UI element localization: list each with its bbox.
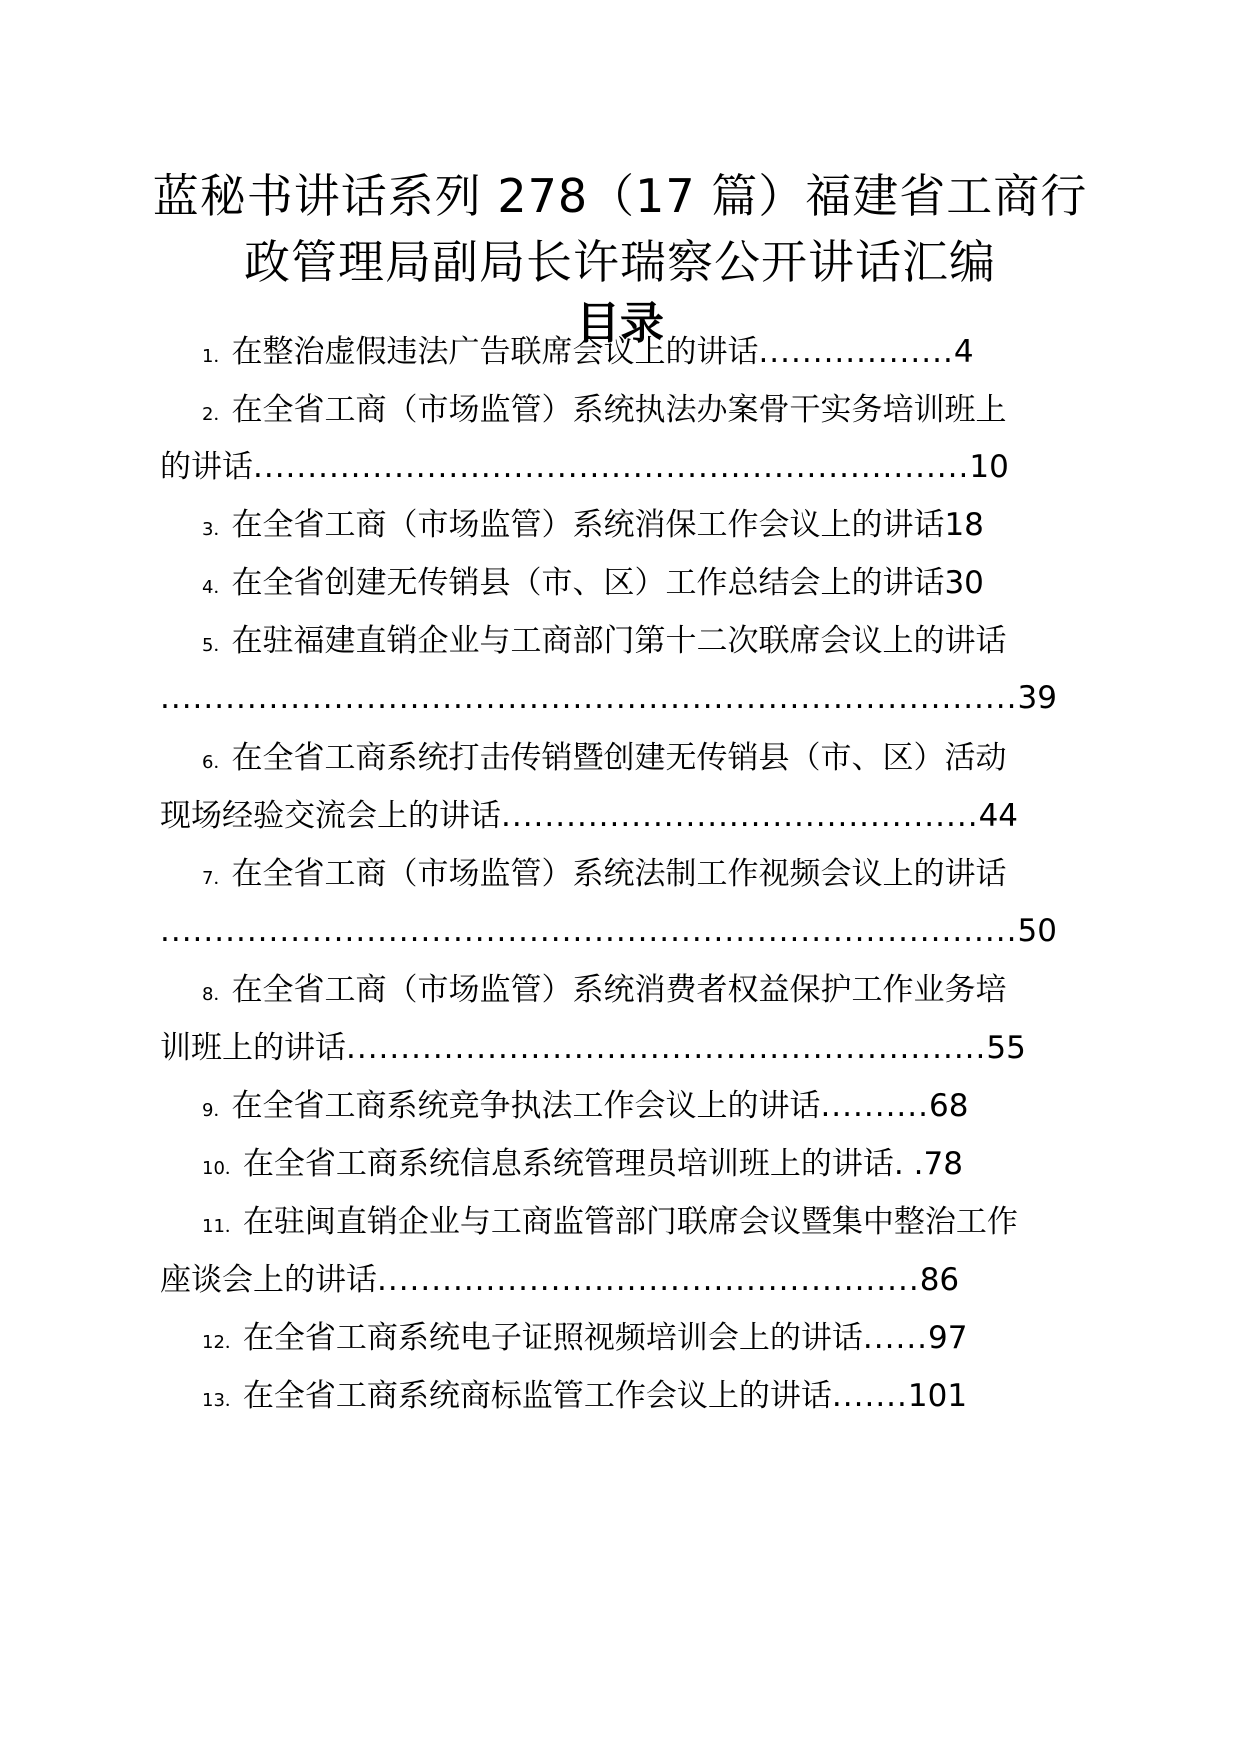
toc-entry-7-continued[interactable] bbox=[160, 909, 1057, 953]
toc-entry-number: 8． bbox=[202, 984, 232, 1005]
toc-entry-number: 10． bbox=[202, 1158, 243, 1179]
toc-entry-title: 在全省工商系统信息系统管理员培训班上的讲话. . bbox=[242, 1146, 924, 1182]
toc-entry-6-continued[interactable] bbox=[160, 794, 1018, 838]
toc-entry-4[interactable] bbox=[202, 561, 984, 610]
toc-entry-page: 55 bbox=[986, 1030, 1026, 1066]
toc-entry-page: 39 bbox=[1017, 680, 1057, 716]
toc-entry-number: 4． bbox=[202, 577, 232, 598]
toc-entry-number: 2． bbox=[202, 404, 232, 425]
toc-heading: 目录 bbox=[576, 298, 664, 349]
toc-leader-dots: ........................................................... bbox=[346, 1030, 987, 1066]
toc-leader-dots: ............................................ bbox=[501, 798, 979, 834]
toc-entry-page: 101 bbox=[907, 1378, 968, 1414]
toc-entry-title-continued: 座谈会上的讲话 bbox=[160, 1262, 377, 1298]
toc-leader-dots: ............................................................................... bbox=[160, 680, 1018, 716]
toc-entry-2-continued[interactable] bbox=[160, 445, 1009, 489]
toc-entry-title: 在全省工商系统竞争执法工作会议上的讲话 bbox=[231, 1088, 821, 1124]
toc-entry-number: 1． bbox=[202, 346, 232, 367]
toc-entry-title: 在驻福建直销企业与工商部门第十二次联席会议上的讲话 bbox=[231, 623, 1007, 659]
toc-entry-title: 在全省工商系统打击传销暨创建无传销县（市、区）活动 bbox=[231, 740, 1007, 776]
toc-entry-title: 在全省工商（市场监管）系统消保工作会议上的讲话 bbox=[231, 507, 945, 543]
toc-entry-number: 13． bbox=[202, 1390, 243, 1411]
toc-entry-page: 44 bbox=[978, 798, 1019, 834]
toc-leader-dots: ....... bbox=[831, 1378, 908, 1414]
toc-entry-page: 10 bbox=[969, 449, 1009, 485]
toc-entry-title: 在全省工商（市场监管）系统执法办案骨干实务培训班上 bbox=[231, 392, 1007, 428]
toc-leader-dots: .................. bbox=[758, 334, 954, 370]
toc-entry-page: 97 bbox=[928, 1320, 968, 1356]
toc-entry-6[interactable] bbox=[202, 736, 1006, 785]
toc-entry-13[interactable] bbox=[202, 1374, 967, 1423]
toc-entry-2[interactable] bbox=[202, 388, 1006, 437]
toc-entry-title: 在全省工商（市场监管）系统法制工作视频会议上的讲话 bbox=[231, 856, 1007, 892]
toc-entry-1[interactable] bbox=[202, 330, 974, 379]
toc-entry-number: 6． bbox=[202, 752, 232, 773]
toc-entry-title: 在驻闽直销企业与工商监管部门联席会议暨集中整治工作 bbox=[242, 1204, 1018, 1240]
toc-entry-page: 78 bbox=[923, 1146, 963, 1182]
toc-entry-page: 50 bbox=[1017, 913, 1057, 949]
toc-entry-title: 在全省工商（市场监管）系统消费者权益保护工作业务培 bbox=[231, 972, 1007, 1008]
toc-entry-11-continued[interactable] bbox=[160, 1258, 959, 1302]
toc-entry-number: 5． bbox=[202, 635, 232, 656]
toc-entry-title: 在全省工商系统电子证照视频培训会上的讲话 bbox=[242, 1320, 863, 1356]
toc-entry-5-continued[interactable] bbox=[160, 676, 1057, 720]
toc-entry-11[interactable] bbox=[202, 1200, 1018, 1249]
toc-entry-title-continued: 现场经验交流会上的讲话 bbox=[160, 798, 501, 834]
toc-entry-number: 11． bbox=[202, 1216, 243, 1237]
toc-entry-7[interactable] bbox=[202, 852, 1006, 901]
toc-entry-number: 12． bbox=[202, 1332, 243, 1353]
toc-leader-dots: .................................................................. bbox=[253, 449, 970, 485]
toc-entry-title-continued: 的讲话 bbox=[160, 449, 253, 485]
toc-entry-page: 4 bbox=[953, 334, 974, 370]
toc-entry-8[interactable] bbox=[202, 968, 1006, 1017]
toc-entry-title: 在整治虚假违法广告联席会议上的讲话 bbox=[231, 334, 759, 370]
toc-entry-page: 30 bbox=[944, 565, 984, 601]
toc-entry-10[interactable] bbox=[202, 1142, 963, 1191]
toc-entry-5[interactable] bbox=[202, 619, 1006, 668]
toc-entry-page: 18 bbox=[944, 507, 984, 543]
toc-entry-number: 7． bbox=[202, 868, 232, 889]
toc-leader-dots: ...... bbox=[862, 1320, 929, 1356]
toc-entry-number: 9． bbox=[202, 1100, 232, 1121]
toc-entry-page: 68 bbox=[929, 1088, 969, 1124]
toc-entry-8-continued[interactable] bbox=[160, 1026, 1026, 1070]
toc-entry-title-continued: 训班上的讲话 bbox=[160, 1030, 346, 1066]
toc-entry-3[interactable] bbox=[202, 503, 984, 552]
toc-leader-dots: .................................................. bbox=[377, 1262, 920, 1298]
toc-leader-dots: .......... bbox=[820, 1088, 929, 1124]
toc-entry-title: 在全省工商系统商标监管工作会议上的讲话 bbox=[242, 1378, 832, 1414]
toc-entry-12[interactable] bbox=[202, 1316, 967, 1365]
toc-entry-number: 3． bbox=[202, 519, 232, 540]
toc-leader-dots: ............................................................................... bbox=[160, 913, 1018, 949]
document-title-line-2: 政管理局副局长许瑞察公开讲话汇编 bbox=[244, 235, 996, 289]
toc-entry-9[interactable] bbox=[202, 1084, 968, 1133]
toc-entry-title: 在全省创建无传销县（市、区）工作总结会上的讲话 bbox=[231, 565, 945, 601]
toc-entry-page: 86 bbox=[919, 1262, 960, 1298]
document-title-line-1: 蓝秘书讲话系列 278（17 篇）福建省工商行 bbox=[152, 169, 1088, 223]
